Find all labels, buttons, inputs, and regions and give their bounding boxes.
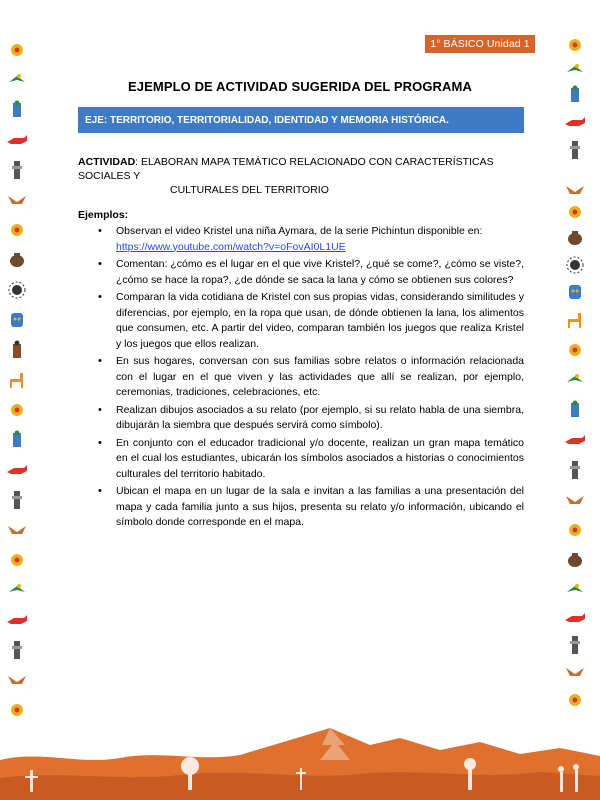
mask-icon <box>6 310 28 330</box>
totem-icon <box>6 160 28 180</box>
bird-icon <box>564 60 586 80</box>
flower-icon <box>564 340 586 360</box>
ejemplos-list <box>98 224 524 533</box>
list-item: • En conjunto con el educador tradicional y/o docente, realizan un gran mapa temático en el cual los estudiantes, ubicarán los símbolos asociados a historias o conocimientos culturales del territorio habitado. <box>98 436 524 483</box>
condor-icon <box>564 180 586 200</box>
actividad-text-line1: : ELABORAN MAPA TEMÁTICO RELACIONADO CON CARACTERÍSTICAS SOCIALES Y <box>78 156 494 182</box>
figure-icon <box>564 400 586 420</box>
unit-tag: 1° BÁSICO Unidad 1 <box>425 35 535 53</box>
list-item: • Realizan dibujos asociados a su relato (por ejemplo, si su relato habla de una siembra, dibujarán la siembra que después servirá como símbolo). <box>98 403 524 434</box>
list-item <box>98 224 524 255</box>
list-item: • En sus hogares, conversan con sus familias sobre relatos o información relacionada con el lugar en el que viven y las actividades que allí se realizan, por ejemplo, ceremonias, tradiciones, celebraciones, etc. <box>98 354 524 401</box>
flower-icon <box>564 520 586 540</box>
flower-icon <box>564 35 586 55</box>
mask-icon <box>564 282 586 302</box>
figure-icon <box>6 100 28 120</box>
condor-icon <box>564 662 586 682</box>
eje-banner: EJE: TERRITORIO, TERRITORIALIDAD, IDENTIDAD Y MEMORIA HISTÓRICA. <box>78 107 524 133</box>
totem-icon <box>564 140 586 160</box>
list-item-text: Observan el video Kristel una niña Aymara, de la serie Pichintun disponible en: <box>116 225 483 237</box>
condor-icon <box>6 520 28 540</box>
actividad-label: ACTIVIDAD <box>78 156 136 168</box>
landscape-footer-illustration <box>0 720 600 800</box>
sun-icon <box>6 280 28 300</box>
pot-icon <box>564 550 586 570</box>
sun-icon <box>564 255 586 275</box>
totem-icon <box>564 635 586 655</box>
fox-icon <box>6 130 28 150</box>
flower-icon <box>564 690 586 710</box>
llama-icon <box>564 310 586 330</box>
fox-icon <box>564 608 586 628</box>
condor-icon <box>6 190 28 210</box>
pot-icon <box>564 228 586 248</box>
flower-icon <box>6 700 28 720</box>
list-item: • Ubican el mapa en un lugar de la sala e invitan a las familias a una presentación del mapa y cada familia junto a sus hijos, presenta su relato y/o información, ubicando el símbolo donde corresponde en el mapa. <box>98 484 524 531</box>
figure-icon <box>6 430 28 450</box>
bird-icon <box>564 580 586 600</box>
flower-icon <box>6 550 28 570</box>
flower-icon <box>564 202 586 222</box>
fox-icon <box>6 610 28 630</box>
pot-icon <box>6 250 28 270</box>
totem-icon <box>6 640 28 660</box>
figure-icon <box>6 340 28 360</box>
fox-icon <box>564 112 586 132</box>
actividad-block <box>78 155 528 197</box>
flower-icon <box>6 40 28 60</box>
totem-icon <box>564 460 586 480</box>
video-link[interactable]: https://www.youtube.com/watch?v=oFovAI0L1UE <box>116 240 346 253</box>
fox-icon <box>6 460 28 480</box>
page-title: EJEMPLO DE ACTIVIDAD SUGERIDA DEL PROGRAMA <box>128 79 472 94</box>
ejemplos-heading: Ejemplos: <box>78 209 129 221</box>
condor-icon <box>564 490 586 510</box>
llama-icon <box>6 370 28 390</box>
list-item: • Comparan la vida cotidiana de Kristel con sus propias vidas, considerando similitudes y diferencias, por ejemplo, en la ropa que usan, de dónde obtienen la lana, los alimentos que consumen, etc. A partir del video, comparan también los juegos que realiza Kristel y los juegos que ellos realizan. <box>98 290 524 352</box>
actividad-text-line2: CULTURALES DEL TERRITORIO <box>170 184 329 196</box>
flower-icon <box>6 400 28 420</box>
bird-icon <box>564 370 586 390</box>
bird-icon <box>6 580 28 600</box>
totem-icon <box>6 490 28 510</box>
fox-icon <box>564 430 586 450</box>
condor-icon <box>6 670 28 690</box>
flower-icon <box>6 220 28 240</box>
list-item: • Comentan: ¿cómo es el lugar en el que vive Kristel?, ¿qué se come?, ¿cómo se viste?, ¿cómo se hace la ropa?, ¿de dónde se saca la lana y cómo se obtienen sus colores? <box>98 257 524 288</box>
